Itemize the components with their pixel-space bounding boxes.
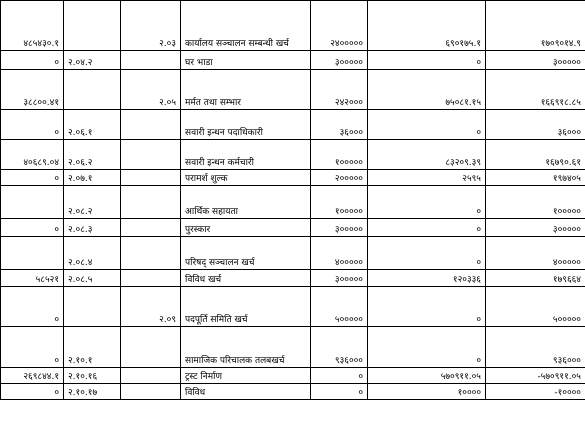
expense-title-cell: घर भाडा bbox=[181, 51, 311, 70]
budget-amount-cell: २४००००० bbox=[311, 1, 368, 51]
sub-code-cell: २.०८.२ bbox=[64, 186, 121, 219]
table-row bbox=[1, 140, 585, 170]
budget-amount-cell: ४००००० bbox=[311, 237, 368, 270]
remaining-amount-cell: १००००० bbox=[486, 186, 585, 219]
remaining-amount-cell: ३००००० bbox=[486, 51, 585, 70]
table-row bbox=[1, 70, 585, 110]
table-row bbox=[1, 186, 585, 219]
main-code-cell bbox=[121, 51, 181, 70]
table-row bbox=[1, 51, 585, 70]
remaining-amount-cell: ३६००० bbox=[486, 110, 585, 140]
budget-amount-cell: ३००००० bbox=[311, 51, 368, 70]
expense-title-cell: सामाजिक परिचालक तलबखर्च bbox=[181, 327, 311, 368]
table-row bbox=[1, 110, 585, 140]
previous-amount-cell: ० bbox=[1, 384, 64, 400]
spent-amount-cell: ८३२०९.३९ bbox=[368, 140, 486, 170]
sub-code-cell bbox=[64, 70, 121, 110]
expense-title-cell: सवारी इन्धन कर्मचारी bbox=[181, 140, 311, 170]
table-row bbox=[1, 237, 585, 270]
sub-code-cell bbox=[64, 287, 121, 327]
previous-amount-cell bbox=[1, 186, 64, 219]
expense-title-cell: मर्मत तथा सम्भार bbox=[181, 70, 311, 110]
table-row bbox=[1, 368, 585, 384]
expense-title-cell: परिषद् सञ्चालन खर्च bbox=[181, 237, 311, 270]
table-row bbox=[1, 287, 585, 327]
spent-amount-cell: ७५०८१.१५ bbox=[368, 70, 486, 110]
budget-amount-cell: २४२००० bbox=[311, 70, 368, 110]
main-code-cell bbox=[121, 170, 181, 186]
expense-title-cell: परामर्श शुल्क bbox=[181, 170, 311, 186]
previous-amount-cell: ० bbox=[1, 110, 64, 140]
spent-amount-cell: ० bbox=[368, 110, 486, 140]
expense-title-cell: आर्थिक सहायता bbox=[181, 186, 311, 219]
budget-amount-cell: १००००० bbox=[311, 186, 368, 219]
main-code-cell bbox=[121, 237, 181, 270]
spent-amount-cell: ० bbox=[368, 51, 486, 70]
budget-amount-cell: ९३६००० bbox=[311, 327, 368, 368]
main-code-cell: २.०९ bbox=[121, 287, 181, 327]
main-code-cell bbox=[121, 186, 181, 219]
previous-amount-cell: ० bbox=[1, 219, 64, 237]
budget-amount-cell: ५००००० bbox=[311, 287, 368, 327]
expense-title-cell: कार्यालय सञ्चालन सम्बन्धी खर्च bbox=[181, 1, 311, 51]
main-code-cell bbox=[121, 270, 181, 287]
previous-amount-cell: ० bbox=[1, 327, 64, 368]
previous-amount-cell: ४०६८९.०४ bbox=[1, 140, 64, 170]
sub-code-cell: २.०७.१ bbox=[64, 170, 121, 186]
table-row bbox=[1, 327, 585, 368]
expense-title-cell: विविध bbox=[181, 384, 311, 400]
spent-amount-cell: ० bbox=[368, 219, 486, 237]
main-code-cell: २.०३ bbox=[121, 1, 181, 51]
sub-code-cell: २.०४.२ bbox=[64, 51, 121, 70]
remaining-amount-cell: -१०००० bbox=[486, 384, 585, 400]
remaining-amount-cell: -५७०९११.०५ bbox=[486, 368, 585, 384]
previous-amount-cell: ० bbox=[1, 287, 64, 327]
table-row bbox=[1, 1, 585, 51]
sub-code-cell: २.१०.१७ bbox=[64, 384, 121, 400]
remaining-amount-cell: ५००००० bbox=[486, 287, 585, 327]
sub-code-cell: २.०६.१ bbox=[64, 110, 121, 140]
previous-amount-cell: ३८८००.४१ bbox=[1, 70, 64, 110]
spent-amount-cell: १०००० bbox=[368, 384, 486, 400]
budget-amount-cell: १००००० bbox=[311, 140, 368, 170]
budget-amount-cell: ३००००० bbox=[311, 270, 368, 287]
budget-amount-cell: ० bbox=[311, 368, 368, 384]
previous-amount-cell: ४८५४३०.१ bbox=[1, 1, 64, 51]
budget-amount-cell: ० bbox=[311, 384, 368, 400]
table-row bbox=[1, 219, 585, 237]
main-code-cell bbox=[121, 140, 181, 170]
expense-title-cell: ट्रस्ट निर्माण bbox=[181, 368, 311, 384]
remaining-amount-cell: १६७९०.६१ bbox=[486, 140, 585, 170]
main-code-cell bbox=[121, 384, 181, 400]
expense-title-cell: पदपूर्ति समिति खर्च bbox=[181, 287, 311, 327]
budget-amount-cell: ३००००० bbox=[311, 219, 368, 237]
spent-amount-cell: ० bbox=[368, 327, 486, 368]
budget-amount-cell: ३६००० bbox=[311, 110, 368, 140]
table-row bbox=[1, 170, 585, 186]
spent-amount-cell: २५९५ bbox=[368, 170, 486, 186]
spent-amount-cell: ५७०९११.०५ bbox=[368, 368, 486, 384]
remaining-amount-cell: ९३६००० bbox=[486, 327, 585, 368]
main-code-cell bbox=[121, 110, 181, 140]
previous-amount-cell bbox=[1, 237, 64, 270]
expense-title-cell: सवारी इन्धन पदाधिकारी bbox=[181, 110, 311, 140]
spent-amount-cell: १२०३३६ bbox=[368, 270, 486, 287]
sub-code-cell: २.१०.१ bbox=[64, 327, 121, 368]
remaining-amount-cell: ४००००० bbox=[486, 237, 585, 270]
table-row bbox=[1, 270, 585, 287]
budget-table-body bbox=[1, 1, 585, 400]
expense-title-cell: विविध खर्च bbox=[181, 270, 311, 287]
sub-code-cell: २.०८.३ bbox=[64, 219, 121, 237]
sub-code-cell: २.०६.२ bbox=[64, 140, 121, 170]
previous-amount-cell: ० bbox=[1, 170, 64, 186]
expense-title-cell: पुरस्कार bbox=[181, 219, 311, 237]
previous-amount-cell: ५८५२१ bbox=[1, 270, 64, 287]
main-code-cell bbox=[121, 368, 181, 384]
spent-amount-cell: ६९०१७५.१ bbox=[368, 1, 486, 51]
previous-amount-cell: ० bbox=[1, 51, 64, 70]
remaining-amount-cell: १९७४०५ bbox=[486, 170, 585, 186]
main-code-cell bbox=[121, 219, 181, 237]
remaining-amount-cell: ३००००० bbox=[486, 219, 585, 237]
sub-code-cell: २.१०.१६ bbox=[64, 368, 121, 384]
main-code-cell: २.०५ bbox=[121, 70, 181, 110]
remaining-amount-cell: १६६९१८.८५ bbox=[486, 70, 585, 110]
spent-amount-cell: ० bbox=[368, 186, 486, 219]
spent-amount-cell: ० bbox=[368, 287, 486, 327]
sub-code-cell bbox=[64, 1, 121, 51]
previous-amount-cell: २६९८४४.१ bbox=[1, 368, 64, 384]
remaining-amount-cell: १७०९०१४.९ bbox=[486, 1, 585, 51]
spent-amount-cell: ० bbox=[368, 237, 486, 270]
table-row bbox=[1, 384, 585, 400]
sub-code-cell: २.०८.५ bbox=[64, 270, 121, 287]
budget-amount-cell: २००००० bbox=[311, 170, 368, 186]
main-code-cell bbox=[121, 327, 181, 368]
remaining-amount-cell: १७९६६४ bbox=[486, 270, 585, 287]
sub-code-cell: २.०८.४ bbox=[64, 237, 121, 270]
